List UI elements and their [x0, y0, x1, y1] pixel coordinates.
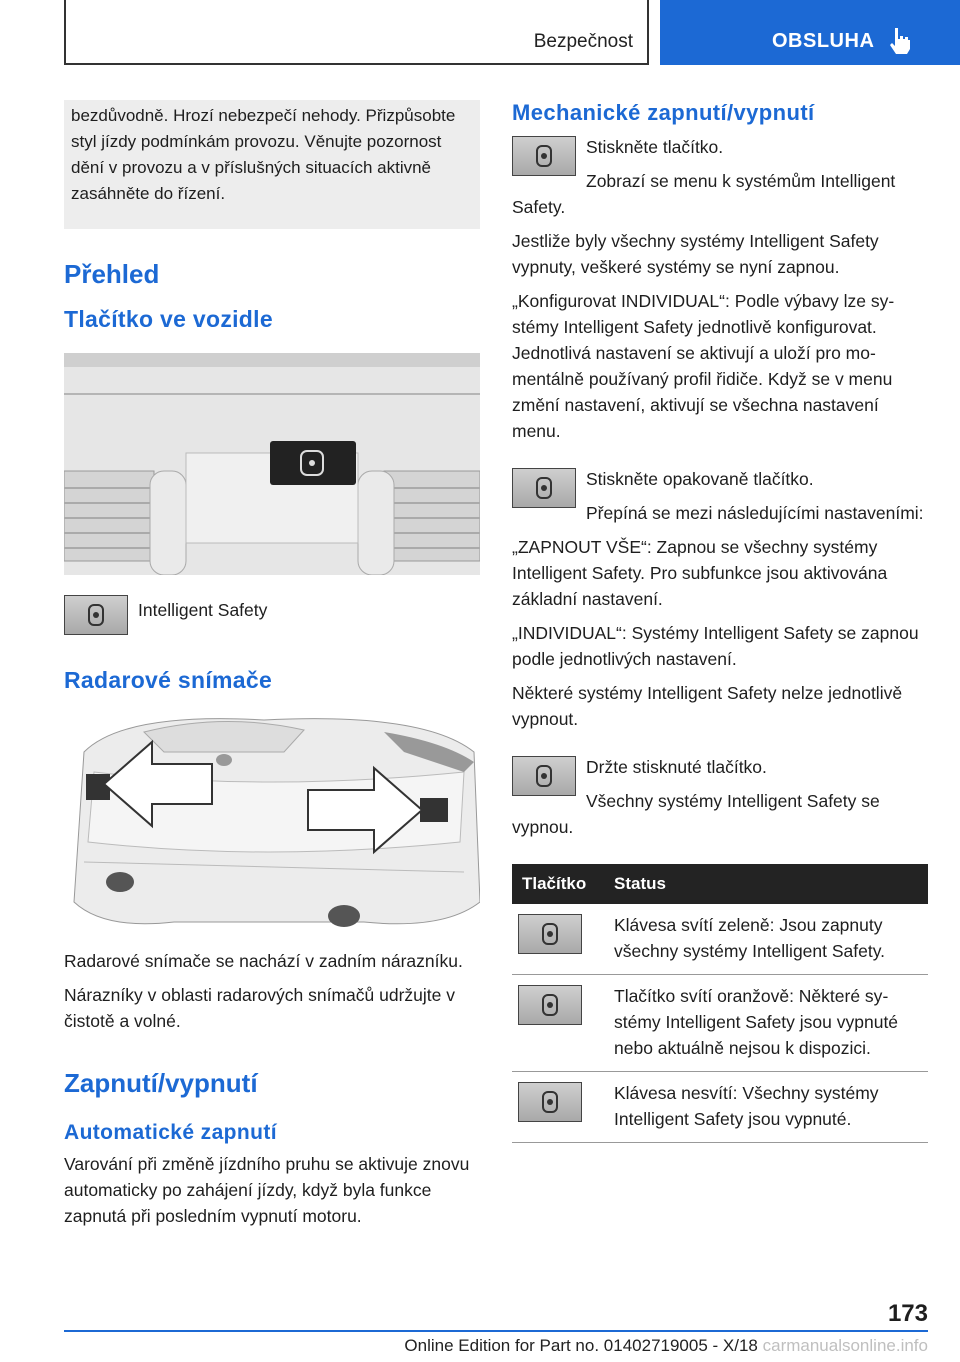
heading-mech: Mechanické zapnutí/vypnutí: [512, 100, 815, 125]
paragraph-5: Některé systémy Intelligent Safety nelze jednotlivě vypnout.: [512, 683, 903, 729]
table-cell-status: Tlačítko svítí oranžově: Některé systémy Intelligent Safety jsou vypnuté nebo aktuálně nejsou k dispozici.: [604, 975, 928, 1072]
paragraph-2: „Konfigurovat INDIVIDUAL“: Podle výbavy lze systémy Intelligent Safety jednotlivě konfigurovat. Jednotlivá nastavení se aktivují a uloží pro momentálně používaný profil řidiče. Když se v menu změní nastavení, aktivují se všechna nastavení menu.: [512, 291, 895, 441]
table-cell-status: Klávesa nesvítí: Všechny systémy Intelligent Safety jsou vypnuté.: [604, 1072, 928, 1143]
pointing-hand-icon: [886, 26, 912, 54]
heading-radar: Radarové snímače: [64, 667, 273, 693]
right-column: [512, 100, 928, 1143]
intelligent-safety-button-icon: [518, 1082, 582, 1122]
footer-divider: [64, 1330, 928, 1332]
heading-tlacitko: Tlačítko ve vozidle: [64, 306, 273, 332]
warning-note: bezdůvodně. Hrozí nebezpečí nehody. Přizpůsobte styl jízdy podmínkám provozu. Věnujte pozornost dění v provozu a v příslušných situacích aktivně zasáhněte do řízení.: [64, 100, 480, 229]
paragraph-3: „ZAPNOUT VŠE“: Zapnou se všechny systémy Intelligent Safety. Pro subfunkce jsou aktivována základní nastavení.: [512, 537, 888, 609]
step-3: [512, 754, 928, 840]
intelligent-safety-button-icon: [64, 595, 128, 635]
status-table: [512, 864, 928, 1143]
step-1: [512, 134, 928, 220]
table-header-button: Tlačítko: [512, 864, 604, 904]
header-chapter: OBSLUHA: [772, 30, 875, 52]
dashboard-button-image: [64, 353, 480, 575]
paragraph-4: „INDIVIDUAL“: Systémy Intelligent Safety se zapnou podle jednotlivých nastavení.: [512, 623, 919, 669]
header-section-box: [64, 0, 649, 65]
header-section: Bezpečnost: [533, 31, 633, 52]
footer-edition: [404, 1336, 928, 1356]
auto-paragraph: Varování při změně jízdního pruhu se aktivuje znovu automaticky po zahájení jízdy, když byla funkce zapnutá při posledním vypnutí motoru.: [64, 1154, 470, 1226]
table-row: [512, 904, 928, 975]
step-1-result: Zobrazí se menu k systémům Intelligent Safety.: [512, 171, 896, 217]
footer-watermark: carmanualsonline.info: [762, 1336, 928, 1355]
step-1-action: Stiskněte tlačítko.: [586, 137, 724, 157]
table-row: [512, 975, 928, 1072]
heading-auto: Automatické zapnutí: [64, 1121, 277, 1144]
step-3-action: Držte stisknuté tlačítko.: [586, 757, 767, 777]
table-header-status: Status: [604, 864, 928, 904]
step-2-result: Přepíná se mezi následujícími nastaveními:: [586, 503, 924, 523]
button-legend-row: [64, 593, 480, 641]
header-chapter-box: [660, 0, 960, 65]
radar-paragraph-2: Nárazníky v oblasti radarových snímačů udržujte v čistotě a volné.: [64, 985, 455, 1031]
left-column: [64, 100, 480, 1237]
step-3-result: Všechny systémy Intelligent Safety se vypnou.: [512, 791, 880, 837]
intelligent-safety-button-icon: [518, 985, 582, 1025]
paragraph-1: Jestliže byly všechny systémy Intelligent Safety vypnuty, veškeré systémy se nyní zapnou.: [512, 231, 879, 277]
radar-sensors-image: [64, 712, 480, 930]
step-2-action: Stiskněte opakovaně tlačítko.: [586, 469, 814, 489]
table-cell-status: Klávesa svítí zeleně: Jsou zapnuty všechny systémy Intelligent Safety.: [604, 904, 928, 975]
intelligent-safety-button-icon: [518, 914, 582, 954]
page-number: 173: [887, 1300, 928, 1327]
footer-edition-text: Online Edition for Part no. 01402719005 - X/18: [404, 1336, 758, 1355]
table-row: [512, 1072, 928, 1143]
radar-paragraph-1: Radarové snímače se nachází v zadním nárazníku.: [64, 951, 463, 971]
heading-prehled: Přehled: [64, 259, 160, 289]
intelligent-safety-button-icon: [512, 756, 576, 796]
heading-zapnuti: Zapnutí/vypnutí: [64, 1068, 258, 1098]
step-2: [512, 466, 928, 526]
intelligent-safety-button-icon: [512, 136, 576, 176]
button-legend-label: Intelligent Safety: [138, 600, 268, 620]
intelligent-safety-button-icon: [512, 468, 576, 508]
